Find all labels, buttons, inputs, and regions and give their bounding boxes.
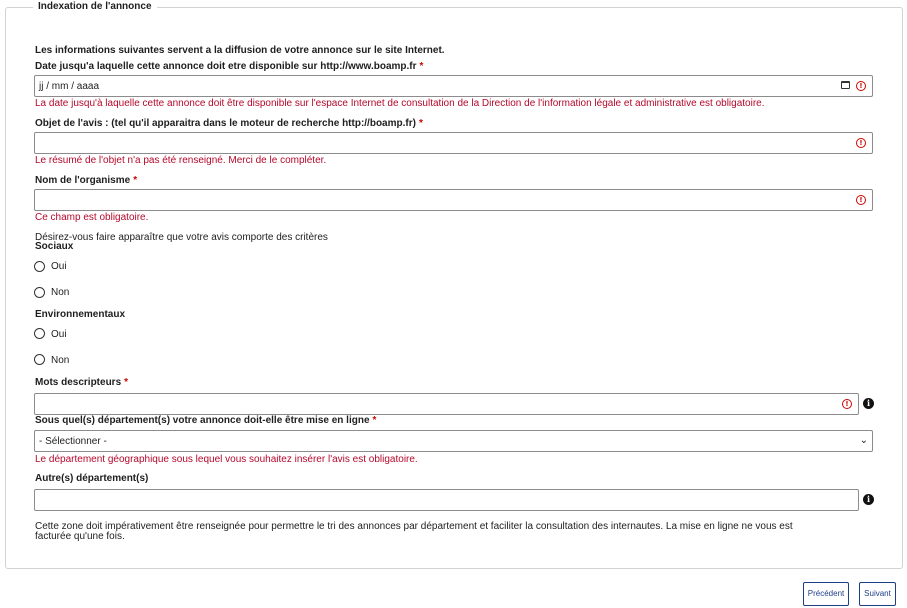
chevron-down-icon: ⌄	[859, 435, 868, 446]
departement-selected: - Sélectionner -	[39, 436, 107, 447]
sociaux-oui-label[interactable]: Oui	[51, 261, 67, 272]
sociaux-non-radio[interactable]	[34, 287, 45, 298]
error-circle-icon: !	[856, 81, 866, 91]
environnementaux-label: Environnementaux	[35, 309, 126, 320]
criteria-question: Désirez-vous faire apparaître que votre avis comporte des critères	[35, 232, 328, 243]
error-circle-icon: !	[842, 399, 852, 409]
intro-text: Les informations suivantes servent a la diffusion de votre annonce sur le site Internet.	[35, 45, 445, 56]
departement-select[interactable]	[34, 430, 873, 452]
objet-label: Objet de l'avis : (tel qu'il apparaitra dans le moteur de recherche http://boamp.fr) *	[35, 118, 423, 129]
info-icon[interactable]: i	[863, 398, 874, 409]
date-input[interactable]	[34, 75, 873, 97]
objet-input[interactable]	[34, 132, 873, 154]
organisme-error: Ce champ est obligatoire.	[35, 212, 149, 223]
objet-error: Le résumé de l'objet n'a pas été renseigné. Merci de le compléter.	[35, 155, 327, 166]
autres-input[interactable]	[34, 489, 859, 511]
autres-help-line1: Cette zone doit impérativement être renseignée pour permettre le tri des annonces par département et faciliter la consultation des internautes. La mise en ligne ne vous est	[35, 521, 793, 532]
env-oui-radio[interactable]	[34, 328, 45, 339]
info-icon[interactable]: i	[863, 494, 874, 505]
departement-error: Le département géographique sous lequel vous souhaitez insérer l'avis est obligatoire.	[35, 454, 418, 465]
next-button[interactable]: Suivant	[859, 582, 896, 606]
autres-help-line2: facturée qu'une fois.	[35, 531, 125, 542]
previous-button[interactable]: Précédent	[803, 582, 849, 606]
autres-label: Autre(s) département(s)	[35, 473, 149, 484]
mots-label: Mots descripteurs *	[35, 377, 129, 388]
calendar-icon[interactable]	[841, 81, 850, 89]
env-non-radio[interactable]	[34, 354, 45, 365]
mots-input[interactable]	[34, 393, 859, 415]
organisme-label: Nom de l'organisme *	[35, 175, 138, 186]
error-circle-icon: !	[856, 138, 866, 148]
date-label: Date jusqu'a laquelle cette annonce doit etre disponible sur http://www.boamp.fr *	[35, 61, 424, 72]
error-circle-icon: !	[856, 195, 866, 205]
env-non-label[interactable]: Non	[51, 355, 70, 366]
section-legend: Indexation de l'annonce	[33, 1, 157, 12]
sociaux-label: Sociaux	[35, 241, 74, 252]
sociaux-oui-radio[interactable]	[34, 261, 45, 272]
env-oui-label[interactable]: Oui	[51, 329, 67, 340]
organisme-input[interactable]	[34, 189, 873, 211]
sociaux-non-label[interactable]: Non	[51, 287, 70, 298]
departement-label: Sous quel(s) département(s) votre annonce doit-elle être mise en ligne *	[35, 415, 377, 426]
date-placeholder: jj / mm / aaaa	[39, 81, 100, 92]
date-error: La date jusqu'à laquelle cette annonce doit être disponible sur l'espace Internet de consultation de la Direction de l'information légale et administrative est obligatoire.	[35, 98, 765, 109]
